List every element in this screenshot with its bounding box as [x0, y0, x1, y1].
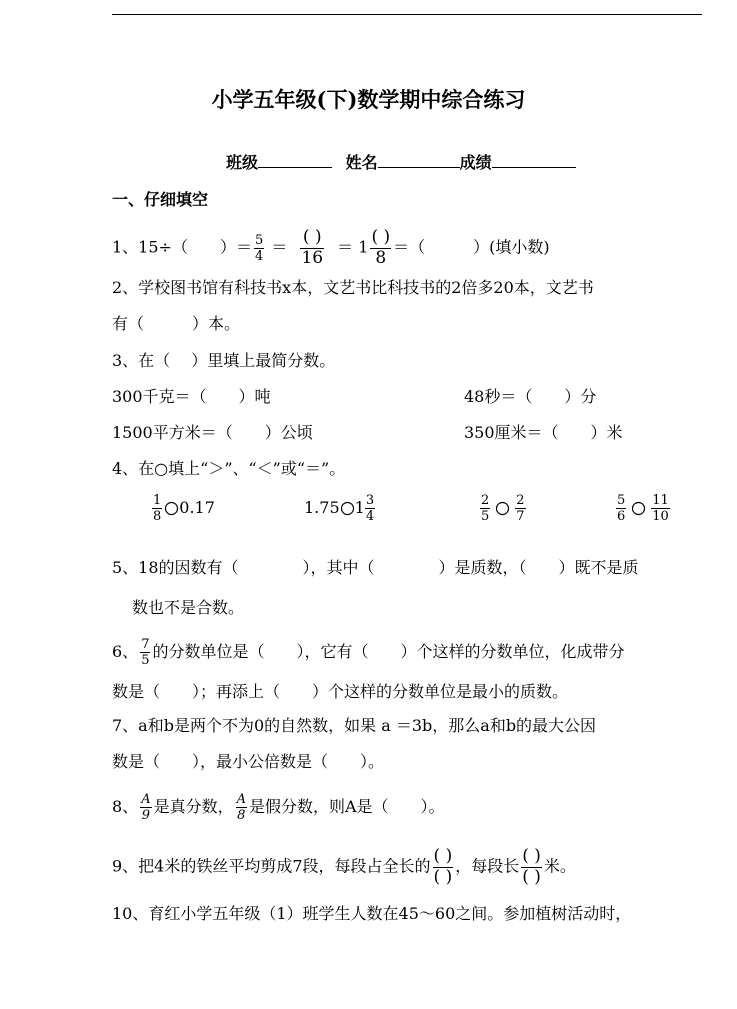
question-3-b: 48秒＝（ ）分 — [464, 387, 597, 406]
compare-1-right: 0.17 — [179, 498, 215, 517]
compare-circle-icon[interactable] — [631, 501, 646, 516]
question-2-line-1: 2、学校图书馆有科技书x本，文艺书比科技书的2倍多20本，文艺书 — [112, 278, 594, 297]
q6-text: 的分数单位是（ ），它有（ ）个这样的分数单位，化成带分 — [152, 642, 625, 661]
compare-circle-icon[interactable] — [340, 501, 355, 516]
question-1 — [112, 229, 550, 267]
compare-item-3 — [478, 494, 528, 523]
q8-tail: 是假分数，则A是（ ）。 — [248, 797, 445, 816]
question-3-stem: 3、在（ ）里填上最简分数。 — [112, 351, 336, 370]
q1-text: 1、15÷（ ）＝ — [112, 237, 252, 257]
q8-mid: 是真分数， — [153, 797, 234, 816]
question-3-c: 1500平方米＝（ ）公顷 — [112, 423, 313, 442]
compare-2-left: 1.75 — [304, 498, 340, 517]
compare-item-1 — [150, 494, 215, 523]
q1-equals-2: ＝ 1 — [337, 237, 369, 257]
question-7-line-1: 7、a和b是两个不为0的自然数，如果 a ＝3b，那么a和b的最大公因 — [112, 716, 597, 735]
question-9 — [112, 848, 576, 886]
q1-tail: ＝（ ）(填小数) — [393, 237, 550, 257]
question-2-line-2: 有（ ）本。 — [112, 314, 241, 333]
class-blank[interactable] — [258, 152, 332, 168]
header-rule — [112, 14, 702, 15]
compare-3-left-fraction: $\frac{2}{5}$ — [481, 493, 490, 524]
question-3-d: 350厘米＝（ ）米 — [464, 423, 623, 442]
score-label: 成绩 — [459, 153, 492, 172]
student-info-row — [226, 150, 576, 173]
q1-fraction-2: $\frac{( )}{16}$ — [301, 227, 324, 268]
q8-fraction-1: $\frac{A}{9}$ — [141, 792, 151, 823]
question-5-line-2: 数也不是合数。 — [132, 598, 245, 617]
q6-fraction: $\frac{7}{5}$ — [141, 637, 150, 668]
compare-circle-icon[interactable] — [164, 501, 179, 516]
q9-fraction-1: $\frac{( )}{( )}$ — [433, 846, 453, 887]
q8-number: 8、 — [112, 797, 139, 816]
question-5-line-1: 5、18的因数有（ ），其中（ ）是质数，（ ）既不是质 — [112, 558, 639, 577]
score-blank[interactable] — [492, 152, 576, 168]
compare-item-4 — [614, 494, 672, 523]
q1-fraction-3: $\frac{( )}{8}$ — [371, 227, 391, 268]
q9-tail: 米。 — [543, 856, 576, 876]
compare-4-right-fraction: $\frac{11}{10}$ — [652, 493, 669, 524]
question-7-line-2: 数是（ ），最小公倍数是（ ）。 — [112, 752, 385, 771]
compare-4-left-fraction: $\frac{5}{6}$ — [617, 493, 626, 524]
page-title: 小学五年级(下)数学期中综合练习 — [211, 87, 526, 112]
question-4-stem: 4、在○填上“＞”、“＜”或“＝”。 — [112, 459, 346, 478]
question-3-a: 300千克＝（ ）吨 — [112, 387, 271, 406]
q9-mid: ，每段长 — [455, 856, 520, 876]
q9-text: 9、把4米的铁丝平均剪成7段，每段占全长的 — [112, 856, 431, 876]
q1-fraction-1: $\frac{5}{4}$ — [254, 232, 264, 264]
question-6-line-2: 数是（ ）；再添上（ ）个这样的分数单位是最小的质数。 — [112, 682, 569, 701]
q9-fraction-2: $\frac{( )}{( )}$ — [522, 846, 541, 887]
name-label: 姓名 — [345, 153, 378, 172]
question-8 — [112, 793, 445, 822]
q8-fraction-2: $\frac{A}{8}$ — [236, 792, 246, 823]
compare-3-right-fraction: $\frac{2}{7}$ — [516, 493, 525, 524]
compare-1-left-fraction: $\frac{1}{8}$ — [153, 493, 162, 524]
compare-2-right-fraction: $\frac{3}{4}$ — [365, 493, 375, 524]
question-10-line-1: 10、育红小学五年级（1）班学生人数在45～60之间。参加植树活动时， — [112, 904, 632, 923]
question-6-line-1 — [112, 638, 624, 667]
compare-circle-icon[interactable] — [495, 501, 510, 516]
class-label: 班级 — [226, 153, 259, 172]
q1-equals: ＝ — [271, 237, 288, 257]
compare-2-whole: 1 — [354, 498, 365, 517]
compare-item-2 — [304, 494, 377, 523]
name-blank[interactable] — [378, 152, 460, 168]
q6-number: 6、 — [112, 642, 139, 661]
section-heading: 一、仔细填空 — [112, 190, 209, 209]
